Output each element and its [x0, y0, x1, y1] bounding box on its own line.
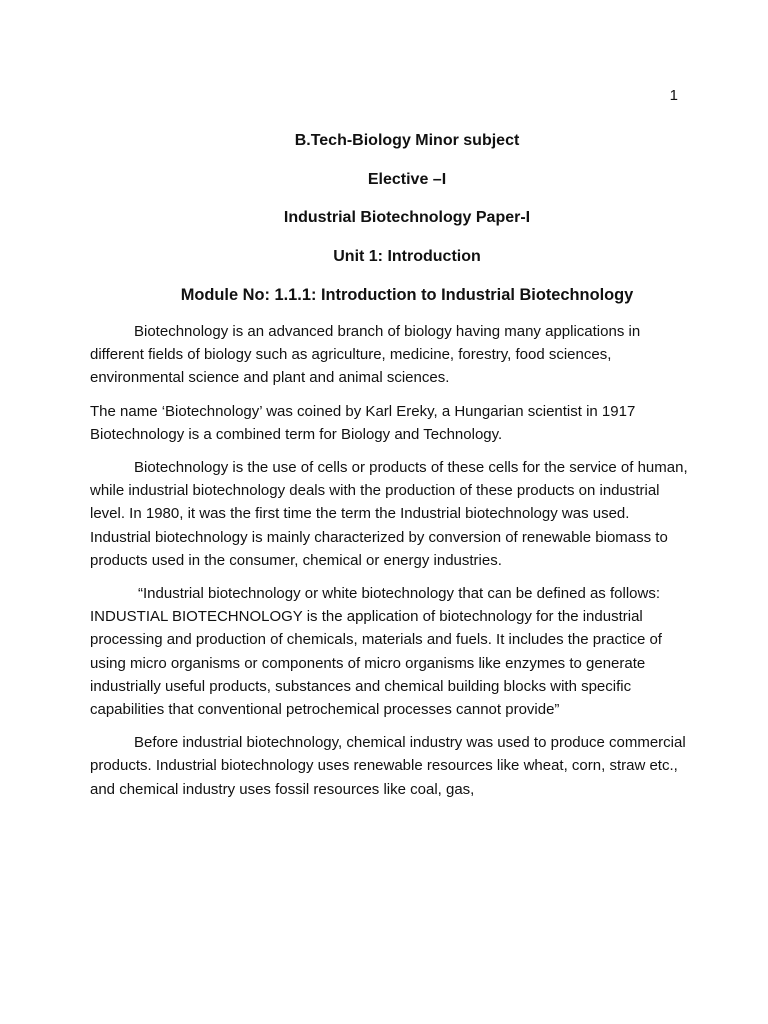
paragraph-quote: “Industrial biotechnology or white biotechnology that can be defined as follows: INDUSTIAL BIOTECHNOLOGY is the application of biotechnology for the industrial processing and production of chemicals, materials and fuels. It includes the practice of using micro organisms or components of micro organisms like enzymes to generate industrially useful products, substances and chemical building blocks with specific capabilities that conventional petrochemical processes cannot provide”: [90, 585, 662, 719]
paragraph-name-origin: The name ‘Biotechnology’ was coined by Karl Ereky, a Hungarian scientist in 1917 Biotechnology is a combined term for Biology and Technology.: [90, 402, 636, 443]
paragraph-comparison: Before industrial biotechnology, chemical industry was used to produce commercial products. Industrial biotechnology uses renewable resources like wheat, corn, straw etc., and chemical industry uses fossil resources like coal, gas,: [90, 734, 686, 798]
body-text: [90, 320, 690, 811]
elective-title: Elective –I: [367, 170, 447, 188]
paragraph-definition: Biotechnology is the use of cells or products of these cells for the service of human, while industrial biotechnology deals with the production of these products on industrial level. In 1980, it was the first time the term the Industrial biotechnology was used. Industrial biotechnology is mainly characterized by conversion of renewable biomass to products used in the consumer, chemical or energy industries.: [90, 459, 688, 569]
course-title: B.Tech-Biology Minor subject: [294, 132, 520, 149]
heading-block: [90, 130, 724, 306]
paragraph-intro: Biotechnology is an advanced branch of biology having many applications in different fields of biology such as agriculture, medicine, forestry, food sciences, environmental science and plant and animal sciences.: [90, 323, 641, 387]
page-number: 1: [669, 87, 678, 104]
paper-title: Industrial Biotechnology Paper-I: [283, 209, 531, 226]
module-title: Module No: 1.1.1: Introduction to Industrial Biotechnology: [180, 286, 634, 304]
unit-title: Unit 1: Introduction: [333, 247, 481, 265]
